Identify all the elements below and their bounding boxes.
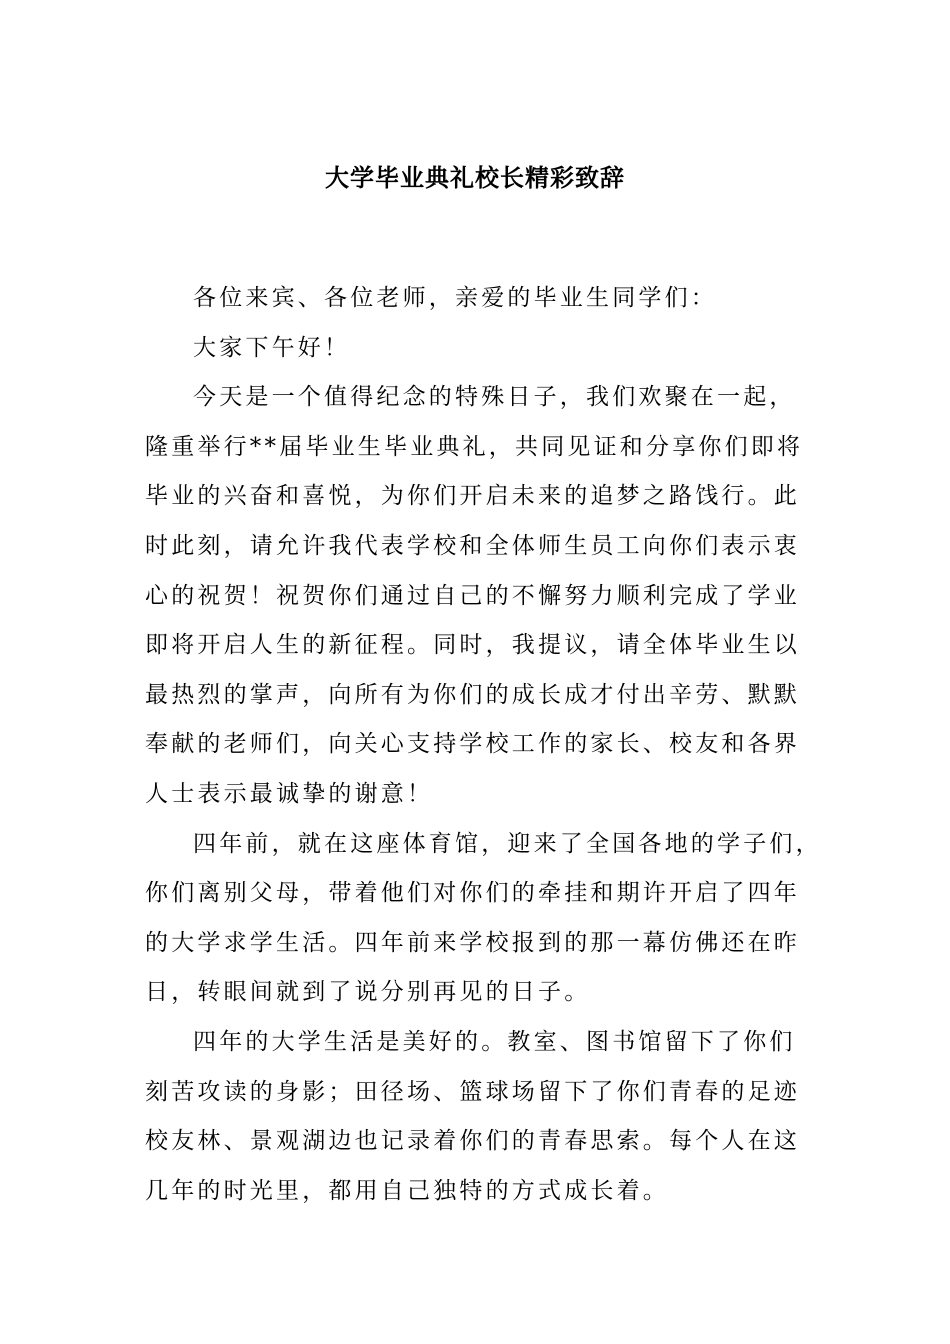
paragraph-line: 校友林、景观湖边也记录着你们的青春思索。每个人在这 — [145, 1128, 800, 1155]
paragraph-line: 人士表示最诚挚的谢意！ — [145, 781, 434, 807]
paragraph-line: 即将开启人生的新征程。同时，我提议，请全体毕业生以 — [145, 632, 800, 659]
paragraph-line: 你们离别父母，带着他们对你们的牵挂和期许开启了四年 — [145, 880, 800, 907]
paragraph-line: 奉献的老师们，向关心支持学校工作的家长、校友和各界 — [145, 731, 800, 758]
paragraph-line: 几年的时光里，都用自己独特的方式成长着。 — [145, 1177, 669, 1204]
paragraph-line: 最热烈的掌声，向所有为你们的成长成才付出辛劳、默默 — [145, 681, 800, 708]
paragraph-line: 毕业的兴奋和喜悦，为你们开启未来的追梦之路饯行。此 — [145, 483, 800, 510]
document-title: 大学毕业典礼校长精彩致辞 — [325, 163, 625, 192]
paragraph-line: 时此刻，请允许我代表学校和全体师生员工向你们表示衷 — [145, 533, 800, 559]
paragraph-line: 心的祝贺！祝贺你们通过自己的不懈努力顺利完成了学业 — [145, 582, 800, 609]
paragraph-line: 四年前，就在这座体育馆，迎来了全国各地的学子们， — [193, 830, 822, 857]
paragraph-line: 隆重举行**届毕业生毕业典礼，共同见证和分享你们即将 — [145, 433, 804, 460]
paragraph-line: 今天是一个值得纪念的特殊日子，我们欢聚在一起， — [193, 384, 796, 411]
paragraph-line: 大家下午好！ — [193, 334, 351, 361]
paragraph-line: 刻苦攻读的身影；田径场、篮球场留下了你们青春的足迹 — [145, 1078, 800, 1105]
paragraph-line: 日，转眼间就到了说分别再见的日子。 — [145, 979, 591, 1006]
paragraph-line: 四年的大学生活是美好的。教室、图书馆留下了你们 — [193, 1029, 796, 1055]
paragraph-line: 各位来宾、各位老师，亲爱的毕业生同学们： — [193, 285, 717, 311]
paragraph-line: 的大学求学生活。四年前来学校报到的那一幕仿佛还在昨 — [145, 929, 800, 956]
